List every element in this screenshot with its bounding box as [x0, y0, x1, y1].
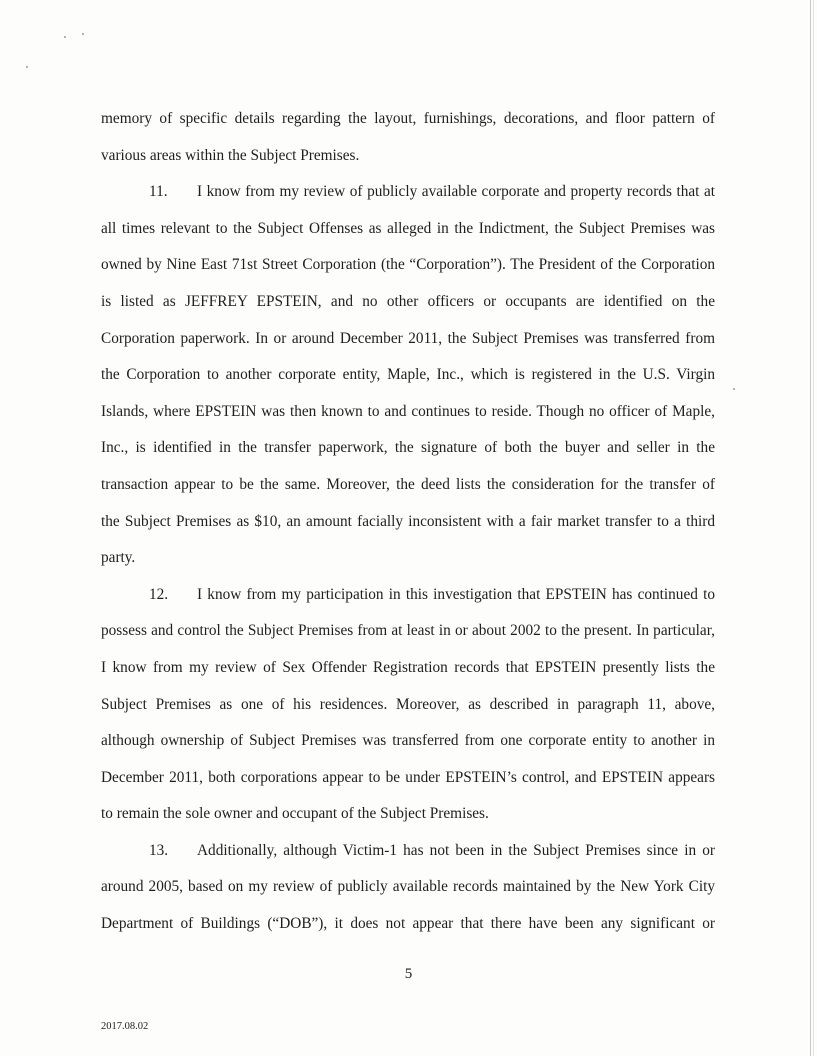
text-line	[101, 357, 715, 394]
line-text: possess and control the Subject Premises from at least in or about 2002 to the present. In particular,	[101, 622, 715, 640]
paragraph-number: 13.	[149, 841, 169, 859]
line-text: the Subject Premises as $10, an amount facially inconsistent with a fair market transfer to a third	[101, 512, 715, 530]
text-line	[101, 869, 715, 906]
line-text: various areas within the Subject Premises.	[101, 146, 360, 164]
line-text: all times relevant to the Subject Offenses as alleged in the Indictment, the Subject Premises was	[101, 219, 715, 237]
text-line	[101, 101, 715, 138]
scan-speck	[733, 388, 735, 390]
text-line	[101, 796, 715, 833]
text-line	[101, 321, 715, 358]
text-line	[101, 247, 715, 284]
line-text: to remain the sole owner and occupant of the Subject Premises.	[101, 805, 489, 823]
line-text: Additionally, although Victim-1 has not been in the Subject Premises since in or	[197, 841, 715, 859]
paragraph-number: 12.	[149, 585, 169, 603]
text-line	[101, 211, 715, 248]
line-text: Department of Buildings (“DOB”), it does not appear that there have been any significant or	[101, 915, 715, 933]
text-line	[101, 284, 715, 321]
page-edge	[810, 0, 811, 1056]
scan-speck	[82, 33, 84, 35]
footer-date: 2017.08.02	[101, 1021, 149, 1032]
text-line	[101, 430, 715, 467]
line-text: party.	[101, 549, 136, 567]
line-text: memory of specific details regarding the layout, furnishings, decorations, and floor pattern of	[101, 110, 715, 127]
line-text: Inc., is identified in the transfer paperwork, the signature of both the buyer and seller in the	[101, 439, 715, 457]
line-text: Subject Premises as one of his residences. Moreover, as described in paragraph 11, above,	[101, 695, 715, 713]
line-text: around 2005, based on my review of publicly available records maintained by the New York City	[101, 878, 715, 896]
text-line	[101, 906, 715, 943]
line-text: Corporation paperwork. In or around December 2011, the Subject Premises was transferred from	[101, 329, 715, 347]
text-line	[101, 760, 715, 797]
line-text: owned by Nine East 71st Street Corporation (the “Corporation”). The President of the Corporation	[101, 256, 715, 274]
scan-speck	[26, 66, 28, 68]
text-line	[101, 650, 715, 687]
document-body	[101, 101, 715, 943]
line-text: is listed as JEFFREY EPSTEIN, and no other officers or occupants are identified on the	[101, 292, 715, 310]
scan-speck	[64, 36, 66, 38]
text-line	[101, 394, 715, 431]
text-line	[101, 723, 715, 760]
text-line	[101, 687, 715, 724]
paragraph-first-line	[101, 174, 715, 211]
line-text: I know from my review of publicly available corporate and property records that at	[197, 183, 715, 201]
line-text: transaction appear to be the same. Moreover, the deed lists the consideration for the transfer of	[101, 475, 715, 493]
text-line	[101, 613, 715, 650]
page-number: 5	[404, 966, 413, 982]
text-line	[101, 467, 715, 504]
line-text: I know from my participation in this investigation that EPSTEIN has continued to	[197, 585, 715, 603]
text-line	[101, 138, 715, 175]
paragraph-first-line	[101, 833, 715, 870]
line-text: although ownership of Subject Premises was transferred from one corporate entity to another in	[101, 732, 715, 750]
line-text: I know from my review of Sex Offender Registration records that EPSTEIN presently lists the	[101, 658, 715, 676]
line-text: Islands, where EPSTEIN was then known to and continues to reside. Though no officer of Maple,	[101, 402, 715, 420]
text-line	[101, 540, 715, 577]
paragraph-first-line	[101, 577, 715, 614]
page-edge-shadow	[813, 0, 814, 1056]
line-text: the Corporation to another corporate entity, Maple, Inc., which is registered in the U.S. Virgin	[101, 366, 715, 384]
line-text: December 2011, both corporations appear to be under EPSTEIN’s control, and EPSTEIN appears	[101, 768, 715, 786]
paragraph-number: 11.	[149, 183, 168, 201]
text-line	[101, 504, 715, 541]
